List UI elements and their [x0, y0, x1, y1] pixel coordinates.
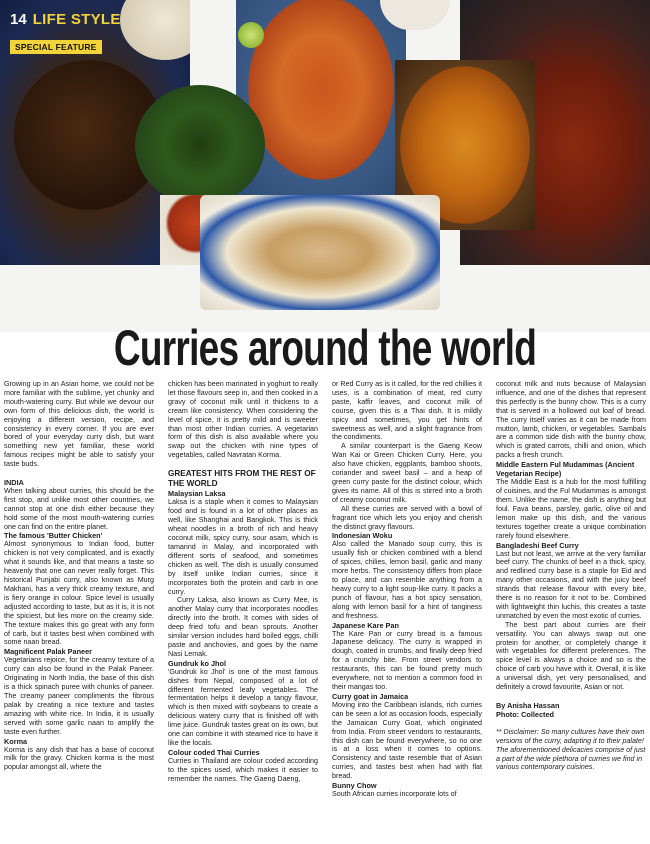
subheading-gundruk: Gundruk ko Jhol [168, 658, 226, 668]
paragraph: Vegetarians rejoice, for the creamy texture of a curry can also be found in the Palak Paneer. Originating in North India, the base of this dish is a thick spinach puree with chunks of paneer. The creamy paneer compliments the fibrous palak by creating a nice texture and tastes amazing with white rice. In India, it is usually served with some garlic naan to amplify the taste even further. [4, 656, 154, 736]
magazine-header [10, 10, 121, 28]
section-heading-india: INDIA [4, 477, 24, 487]
paragraph: Almost synonymous to Indian food, butter chicken is not very complicated, and is exactly what it sounds like, and that means a taste so heavenly that one can never really forget. This historical Punjabi curry, also known as Murg Makhani, has a very thick creamy texture, and is fiery orange in colour. Spice level is usually adjusted according to taste, but as it is, it is not the spiciest, but lies more on the creamy side. The texture makes this go great with any form of carb, but it tastes best when combined with some naan bread. [4, 540, 154, 647]
paragraph: The Kare Pan or curry bread is a famous Japanese delicacy. The curry is wrapped in dough, coated in crumbs, and finally deep fried for a crunchy bite. From street vendors to restaurants, this can be found pretty much everywhere, not to mention a common food in their mangas too. [332, 629, 482, 691]
subheading-bunny-chow: Bunny Chow [332, 781, 377, 791]
paragraph: Curries in Thailand are colour coded according to the spices used, which makes it easier to remember the names. The Gaeng Daeng, [168, 756, 318, 783]
article-body [4, 380, 646, 842]
subheading-palak-paneer: Magnificent Palak Paneer [4, 647, 93, 657]
paragraph: A similar counterpart is the Gaeng Keow Wan Kai or Green Chicken Curry. Here, you also have chicken, eggplants, bamboo shoots, coriander and sweet basil – and a heap of green curry paste for the distinct colour, which gives its name. All of this is stirred into a broth of creamy coconut milk. [332, 442, 482, 504]
subheading-korma: Korma [4, 736, 28, 746]
paragraph: 'Gundruk ko Jhol' is one of the most famous dishes from Nepal, composed of a lot of different fermented leafy vegetables. The fermentation helps it develop a tangy flavour, which is then mixed with soybeans to create a delicious watery curry that is finished off with lime juice. Gundruk tastes great on its own, but one can combine it with steamed rice to have it like the locals. [168, 667, 318, 748]
column-2 [168, 380, 318, 842]
section-heading-greatest-hits: GREATEST HITS FROM THE REST OF THE WORLD [168, 469, 316, 489]
lime-slice [238, 22, 264, 48]
subheading-butter-chicken: The famous 'Butter Chicken' [4, 531, 103, 541]
hero-photo-collage [0, 0, 650, 332]
column-1 [4, 380, 154, 842]
subheading-curry-goat: Curry goat in Jamaica [332, 691, 409, 701]
subheading-beef-curry: Bangladeshi Beef Curry [496, 540, 579, 550]
spacer [496, 719, 646, 728]
spacer [496, 692, 646, 701]
paragraph: When talking about curries, this should be the first stop, and unlike most other countries, we cannot stop at one dish either because they hold some of the most mouth-watering curries one can find on the entire planet. [4, 486, 154, 531]
paragraph: The Middle East is a hub for the most fulfilling of cuisines, and the Ful Mudammas is amongst them. Unlike the name, the dish is anything but foul. Fava beans, parsley, garlic, olive oil and lemon make up this dish, and the various textures together create a unique combination rarely found elsewhere. [496, 478, 646, 540]
paragraph: Korma is any dish that has a base of coconut milk for the gravy. Chicken korma is the most popular amongst all, where the [4, 745, 154, 772]
page-number: 14 [10, 10, 27, 28]
article-title: Curries around the world [113, 320, 537, 376]
byline-photo-credit: Photo: Collected [496, 709, 554, 719]
paragraph: or Red Curry as is it called, for the red chillies it uses, is a combination of meat, red curry paste, kaffir leaves, and coconut milk of course, given this is a Thai dish. It is mildly spicy and sometimes, you get hints of sweetness as well, and a slight fragrance from the condiments. [332, 380, 482, 442]
subheading-woku: Indonesian Woku [332, 531, 393, 541]
column-3 [332, 380, 482, 842]
intro-paragraph: Growing up in an Asian home, we could not be more familiar with the sublime, yet chunky and mouth-watering curry. But while we devour our own form of this delicious dish, the world is enjoying a different version, recipe, and consistency in every corner. If you are ever bored of your everyday curry dish, but want something new yet familiar, these world famous recipes might be able to satisfy your taste buds. [4, 380, 154, 469]
rice-bowl [120, 0, 190, 60]
section-name: LIFE STYLE [32, 10, 121, 28]
paragraph: coconut milk and nuts because of Malaysian influence, and one of the dishes that represent this perfectly is the bunny chow. This is a curry that is served in a hollowed out loaf of bread. The curry itself varies as it can be made from mutton, lamb, chicken, or vegetables. Sambals are a common side dish with the bunny chow, which is grated carrots, chilli and onion, which packs a fresh crunch. [496, 380, 646, 460]
butter-chicken-photo [236, 0, 406, 195]
paragraph: Also called the Manado soup curry, this is usually fish or chicken combined with a blend of spices, chilies, lemon basil, garlic and many more herbs. The consistency differs from place to place, and can resemble anything from a heavy curry to a light soup-like curry. It packs a punch of flavour, has a hot spicy sensation, along with lemon basil for a hint of tanginess and freshness. [332, 540, 482, 620]
paragraph: chicken has been marinated in yoghurt to really let those flavours seep in, and then cooked in a gravy of coconut milk until it thickens to a cream like consistency. When considering the level of spice, it is pretty mild and is sweeter than most other Indian curries. A vegetarian form of this dish is also available where you swap out the chicken with nine types of vegetables, called Navratan Korma. [168, 380, 318, 460]
spacer [4, 469, 154, 478]
paragraph: South African curries incorporate lots of [332, 790, 457, 799]
disclaimer: ** Disclaimer: So many cultures have their own versions of the curry, adapting it to their palate! The aforementioned delicacies comprise of just a part of the wide plethora of curries we find in various contemporary cuisines. [496, 727, 646, 772]
palak-paneer-photo [135, 85, 265, 205]
paragraph: All these curries are served with a bowl of fragrant rice which lets you enjoy and cherish the distinct gravy flavours. [332, 504, 482, 531]
column-4 [496, 380, 646, 842]
byline-author: By Anisha Hassan [496, 700, 560, 710]
paragraph: Moving into the Caribbean islands, rich curries can be seen a lot as occasion foods, especially the Jamaican Curry Goat, which originated from India. From street vendors to restaurants, this dish can be found everywhere, so no one is at a loss when it comes to options. Consistency and taste resemble that of Asian curries, and tastes best when had with flat bread. [332, 700, 482, 781]
subheading-kare-pan: Japanese Kare Pan [332, 620, 399, 630]
paragraph: Laksa is a staple when it comes to Malaysian food and is found in a lot of other places as well, like Shanghai and Bangkok. This is thick wheat noodles in a broth of rich and heavy coconut milk, spicy curry, sour asam, which is tamarind in Malay, and incorporated with different sorts of seafood, and sometimes chicken as well. The dish is usually consumed by itself unlike Indian curries, since it incorporates both the protein and carb in one curry. [168, 498, 318, 596]
paragraph: Last but not least, we arrive at the very familiar beef curry. The chunks of beef in a thick, spicy, and redlined curry base is a staple for Eid and many other occasions, and with the juicy beef strands that release flavour with every bite, there is no reason for it not to be. Combined with lightweight thin luchis, this creates a taste unmatched by even the most exotic of curries. [496, 549, 646, 620]
subheading-thai-curries: Colour coded Thai Curries [168, 747, 260, 757]
paragraph: Curry Laksa, also known as Curry Mee, is another Malay curry that incorporates noodles directly into the broth. It comes with sides of deep fried tofu and bean sprouts. Another similar version includes hard boiled eggs, chilli paste and anchovies, and goes by the name Nasi Lemak. [168, 596, 318, 658]
special-feature-badge: SPECIAL FEATURE [10, 40, 102, 54]
subheading-ful-mudammas: Middle Eastern Ful Mudammas (Ancient Vegetarian Recipe) [496, 460, 635, 479]
subheading-laksa: Malaysian Laksa [168, 489, 226, 499]
closing-paragraph: The best part about curries are their versatility. You can always swap out one protein for another, or completely change it with vegetables for different preferences. The spice level is always a choice and so is the choice of carb you have with it. Overall, it is like a universal dish, yet very personalised, and definitely a crowd favourite, Asian or not. [496, 620, 646, 692]
spacer [168, 460, 318, 469]
fish-curry-photo [200, 195, 440, 310]
headline [0, 322, 650, 374]
